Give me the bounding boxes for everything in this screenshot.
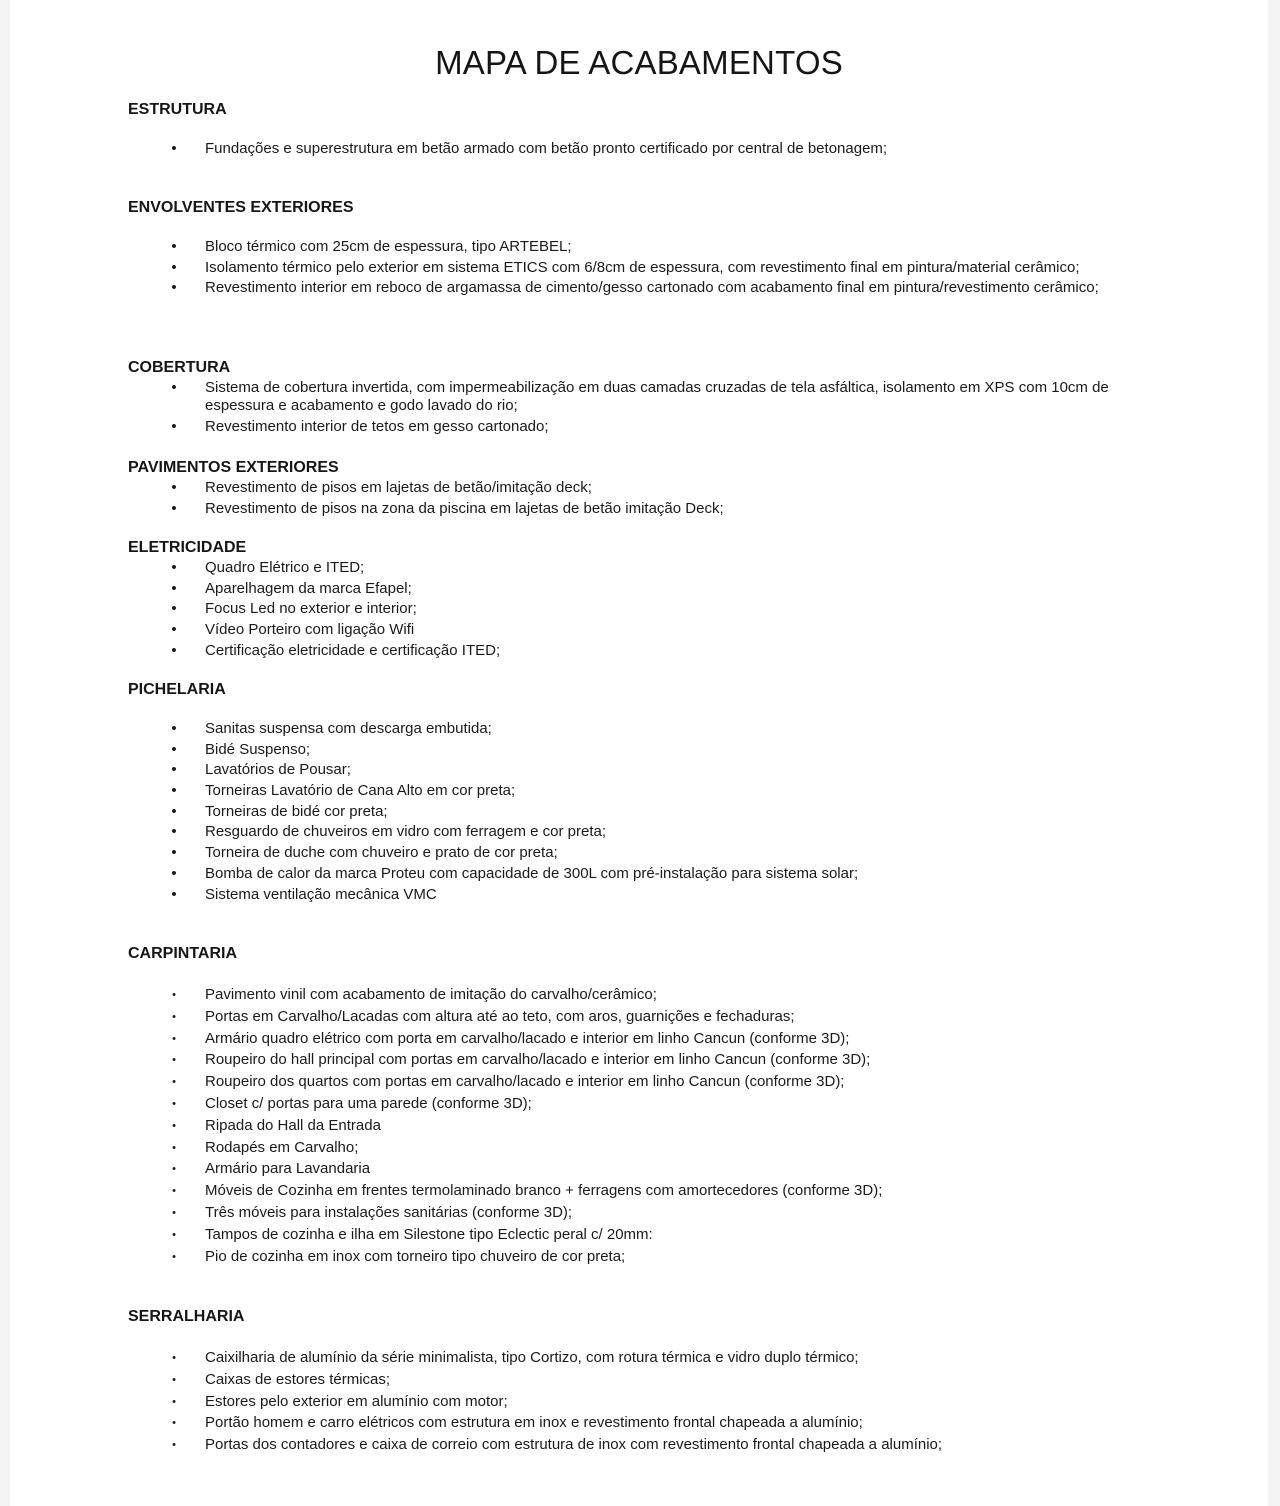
bullet-icon: • — [172, 1439, 176, 1452]
bullet-icon: • — [172, 1206, 176, 1219]
section-heading: CARPINTARIA — [128, 945, 238, 962]
list-item: • Sistema de cobertura invertida, com impermeabilização em duas camadas cruzadas de tela asfáltica, isolamento em XPS com 10cm de espessura e acabamento e godo lavado do rio; — [128, 379, 1158, 415]
bullet-icon: • — [171, 140, 177, 157]
item-list — [128, 379, 1158, 436]
bullet-icon: • — [172, 1250, 176, 1263]
bullet-icon: • — [172, 1417, 176, 1430]
list-item: • Torneiras de bidé cor preta; — [128, 803, 1158, 821]
item-list — [128, 140, 1158, 158]
section-carpintaria — [128, 944, 1158, 1269]
list-item: • Torneiras Lavatório de Cana Alto em cor preta; — [128, 782, 1158, 800]
section-pichelaria — [128, 680, 1158, 906]
list-item: • Portão homem e carro elétricos com estrutura em inox e revestimento frontal chapeada a alumínio; — [128, 1414, 1158, 1432]
list-item: • Três móveis para instalações sanitárias (conforme 3D); — [128, 1204, 1158, 1222]
section-heading: ELETRICIDADE — [128, 539, 247, 556]
list-item: • Sistema ventilação mecânica VMC — [128, 886, 1158, 904]
bullet-icon: • — [171, 379, 177, 396]
section-pavimentos-exteriores — [128, 458, 1158, 520]
bullet-icon: • — [172, 1119, 176, 1132]
section-cobertura — [128, 358, 1158, 438]
list-item: • Móveis de Cozinha em frentes termolaminado branco + ferragens com amortecedores (conforme 3D); — [128, 1182, 1158, 1200]
bullet-icon: • — [171, 417, 177, 435]
bullet-icon: • — [172, 1054, 176, 1067]
section-heading: ESTRUTURA — [128, 101, 227, 118]
list-item: • Ripada do Hall da Entrada — [128, 1117, 1158, 1135]
item-list — [128, 986, 1158, 1266]
section-heading: ENVOLVENTES EXTERIORES — [128, 199, 354, 216]
bullet-icon: • — [172, 1395, 176, 1408]
section-estrutura — [128, 100, 1158, 161]
bullet-icon: • — [171, 885, 177, 903]
item-list — [128, 479, 1158, 518]
bullet-icon: • — [172, 1373, 176, 1386]
list-item: • Roupeiro do hall principal com portas em carvalho/lacado e interior em linho Cancun (conforme 3D); — [128, 1051, 1158, 1069]
bullet-icon: • — [171, 864, 177, 882]
bullet-icon: • — [172, 1141, 176, 1154]
bullet-icon: • — [171, 720, 177, 737]
bullet-icon: • — [171, 641, 177, 659]
list-item: • Tampos de cozinha e ilha em Silestone tipo Eclectic peral c/ 20mm: — [128, 1226, 1158, 1244]
list-item: • Aparelhagem da marca Efapel; — [128, 580, 1158, 598]
bullet-icon: • — [171, 499, 177, 517]
list-item: • Vídeo Porteiro com ligação Wifi — [128, 621, 1158, 639]
page-title: MAPA DE ACABAMENTOS — [435, 44, 843, 82]
list-item: • Certificação eletricidade e certificação ITED; — [128, 642, 1158, 660]
bullet-icon: • — [171, 258, 177, 276]
bullet-icon: • — [171, 479, 177, 496]
item-list — [128, 559, 1158, 660]
bullet-icon: • — [172, 1352, 176, 1364]
list-item: • Focus Led no exterior e interior; — [128, 600, 1158, 618]
list-item: • Revestimento interior de tetos em gesso cartonado; — [128, 418, 1158, 436]
list-item: • Sanitas suspensa com descarga embutida; — [128, 720, 1158, 738]
list-item: • Lavatórios de Pousar; — [128, 761, 1158, 779]
bullet-icon: • — [172, 1097, 176, 1110]
bullet-icon: • — [172, 1010, 176, 1023]
bullet-icon: • — [171, 740, 177, 758]
bullet-icon: • — [171, 579, 177, 597]
bullet-icon: • — [171, 559, 177, 576]
item-list — [128, 238, 1158, 297]
item-list — [128, 1349, 1158, 1454]
list-item: • Revestimento de pisos na zona da piscina em lajetas de betão imitação Deck; — [128, 500, 1158, 518]
list-item: • Caixas de estores térmicas; — [128, 1371, 1158, 1389]
bullet-icon: • — [171, 844, 177, 862]
item-list — [128, 720, 1158, 904]
list-item: • Closet c/ portas para uma parede (conforme 3D); — [128, 1095, 1158, 1113]
list-item: • Quadro Elétrico e ITED; — [128, 559, 1158, 577]
list-item: • Pio de cozinha em inox com torneiro tipo chuveiro de cor preta; — [128, 1248, 1158, 1266]
list-item: • Resguardo de chuveiros em vidro com ferragem e cor preta; — [128, 823, 1158, 841]
list-item: • Fundações e superestrutura em betão armado com betão pronto certificado por central de betonagem; — [128, 140, 1158, 158]
list-item: • Bloco térmico com 25cm de espessura, tipo ARTEBEL; — [128, 238, 1158, 256]
bullet-icon: • — [171, 782, 177, 800]
bullet-icon: • — [171, 761, 177, 779]
bullet-icon: • — [171, 600, 177, 618]
bullet-icon: • — [171, 621, 177, 639]
bullet-icon: • — [171, 238, 177, 255]
list-item: • Caixilharia de alumínio da série minimalista, tipo Cortizo, com rotura térmica e vidro duplo térmico; — [128, 1349, 1158, 1367]
list-item: • Armário quadro elétrico com porta em carvalho/lacado e interior em linho Cancun (conforme 3D); — [128, 1030, 1158, 1048]
section-eletricidade — [128, 538, 1158, 662]
section-envolventes-exteriores — [128, 198, 1158, 300]
list-item: • Armário para Lavandaria — [128, 1160, 1158, 1178]
bullet-icon: • — [172, 989, 176, 1001]
list-item: • Estores pelo exterior em alumínio com motor; — [128, 1393, 1158, 1411]
bullet-icon: • — [171, 279, 177, 297]
section-heading: PAVIMENTOS EXTERIORES — [128, 459, 339, 476]
section-heading: PICHELARIA — [128, 681, 226, 698]
list-item: • Bomba de calor da marca Proteu com capacidade de 300L com pré-instalação para sistema solar; — [128, 865, 1158, 883]
list-item: • Revestimento interior em reboco de argamassa de cimento/gesso cartonado com acabamento final em pintura/revestimento cerâmico; — [128, 279, 1158, 297]
bullet-icon: • — [172, 1228, 176, 1241]
bullet-icon: • — [172, 1076, 176, 1089]
list-item: • Isolamento térmico pelo exterior em sistema ETICS com 6/8cm de espessura, com revestimento final em pintura/material cerâmico; — [128, 259, 1158, 277]
list-item: • Bidé Suspenso; — [128, 741, 1158, 759]
bullet-icon: • — [171, 823, 177, 841]
bullet-icon: • — [172, 1185, 176, 1198]
document-page — [10, 0, 1268, 1506]
section-serralharia — [128, 1307, 1158, 1458]
list-item: • Revestimento de pisos em lajetas de betão/imitação deck; — [128, 479, 1158, 497]
list-item: • Portas em Carvalho/Lacadas com altura até ao teto, com aros, guarnições e fechaduras; — [128, 1008, 1158, 1026]
list-item: • Rodapés em Carvalho; — [128, 1139, 1158, 1157]
list-item: • Portas dos contadores e caixa de correio com estrutura de inox com revestimento frontal chapeada a alumínio; — [128, 1436, 1158, 1454]
bullet-icon: • — [172, 1163, 176, 1176]
section-heading: SERRALHARIA — [128, 1308, 245, 1325]
bullet-icon: • — [171, 802, 177, 820]
bullet-icon: • — [172, 1032, 176, 1045]
list-item: • Roupeiro dos quartos com portas em carvalho/lacado e interior em linho Cancun (conforme 3D); — [128, 1073, 1158, 1091]
section-heading: COBERTURA — [128, 359, 231, 376]
list-item: • Pavimento vinil com acabamento de imitação do carvalho/cerâmico; — [128, 986, 1158, 1004]
list-item: • Torneira de duche com chuveiro e prato de cor preta; — [128, 844, 1158, 862]
